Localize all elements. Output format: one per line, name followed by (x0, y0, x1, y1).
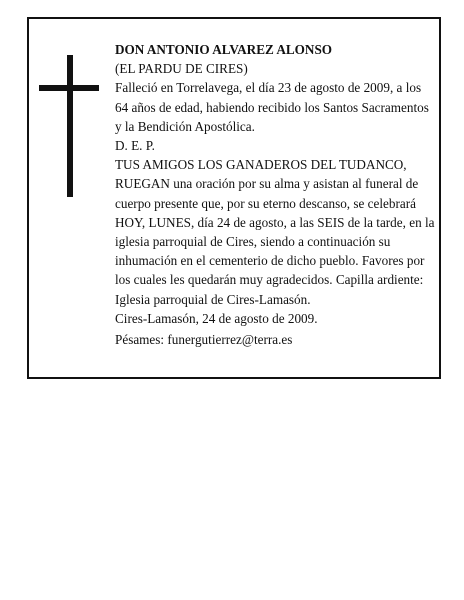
deceased-nickname: (EL PARDU DE CIRES) (115, 61, 248, 77)
cross-icon (39, 55, 99, 197)
funeral-announcement: TUS AMIGOS LOS GANADEROS DEL TUDANCO, RUEGAN una oración por su alma y asistan al funeral de cuerpo presente que, por su eterno descanso, se celebrará HOY, LUNES, día 24 de agosto, a las SEIS de la tarde, en la iglesia parroquial de Cires, siendo a continuación su inhumación en el cementerio de dicho pueblo. Favores por los cuales les quedarán muy agradecidos. Capilla ardiente: Iglesia parroquial de Cires-Lamasón. (115, 157, 435, 307)
obituary-notice (27, 17, 441, 379)
condolences-contact: Pésames: funergutierrez@terra.es (115, 332, 293, 348)
death-details: Falleció en Torrelavega, el día 23 de agosto de 2009, a los 64 años de edad, habiendo recibido los Santos Sacramentos y la Bendición Apostólica. (115, 80, 429, 134)
rest-in-peace: D. E. P. (115, 138, 155, 154)
cross-vertical-bar (67, 55, 73, 197)
cross-horizontal-bar (39, 85, 99, 91)
place-and-date: Cires-Lamasón, 24 de agosto de 2009. (115, 310, 318, 326)
notice-body (115, 40, 435, 349)
deceased-name: DON ANTONIO ALVAREZ ALONSO (115, 42, 333, 57)
